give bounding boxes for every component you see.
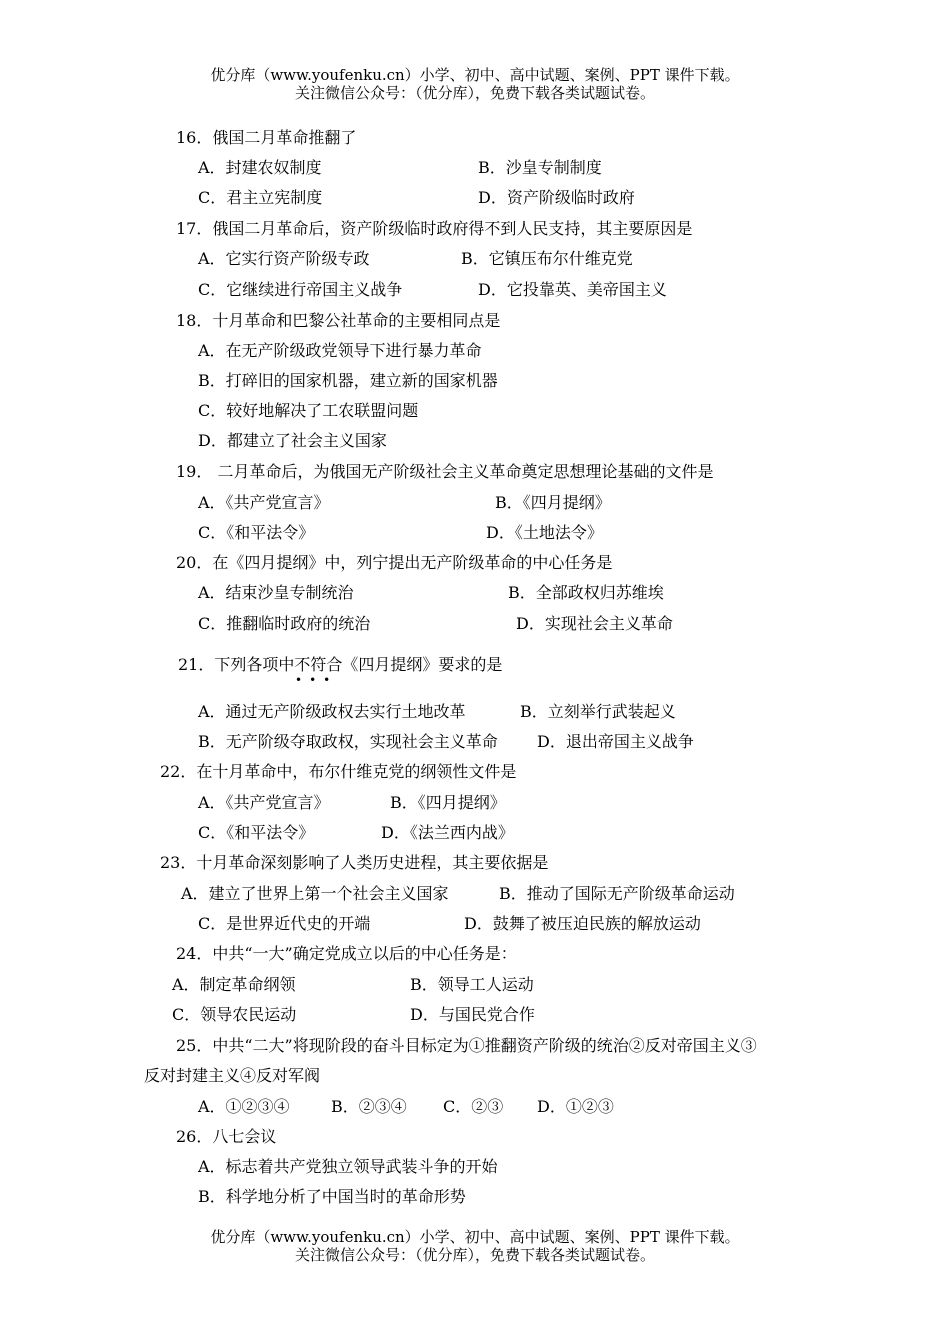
q18-option-b: B．打碎旧的国家机器，建立新的国家机器	[198, 371, 498, 390]
q17-stem: 17．俄国二月革命后，资产阶级临时政府得不到人民支持，其主要原因是	[176, 219, 693, 238]
q23-option-d: D．鼓舞了被压迫民族的解放运动	[464, 914, 701, 933]
q18-stem: 18．十月革命和巴黎公社革命的主要相同点是	[176, 311, 501, 330]
q16-option-a: A．封建农奴制度	[198, 158, 322, 177]
q23-stem: 23．十月革命深刻影响了人类历史进程，其主要依据是	[160, 853, 549, 872]
q24-option-a: A．制定革命纲领	[172, 975, 296, 994]
q16-option-d: D．资产阶级临时政府	[478, 188, 635, 207]
q21-option-a: A．通过无产阶级政权去实行土地改革	[198, 702, 466, 721]
q16-stem: 16．俄国二月革命推翻了	[176, 128, 357, 147]
q20-option-d: D．实现社会主义革命	[516, 614, 673, 633]
q23-option-c: C．是世界近代史的开端	[198, 914, 371, 933]
q25-stem-line-2: 反对封建主义④反对军阀	[144, 1066, 321, 1085]
q26-stem: 26．八七会议	[176, 1127, 277, 1146]
q17-option-b: B．它镇压布尔什维克党	[461, 249, 633, 268]
q17-option-d: D．它投靠英、美帝国主义	[478, 280, 667, 299]
header-line-1: 优分库（www.youfenku.cn）小学、初中、高中试题、案例、PPT 课件下载。	[210, 66, 740, 84]
q18-option-a: A．在无产阶级政党领导下进行暴力革命	[198, 341, 482, 360]
q21-stem: 21．下列各项中不符合《四月提纲》要求的是	[178, 655, 503, 674]
q20-option-b: B．全部政权归苏维埃	[508, 583, 664, 602]
q24-stem: 24．中共“一大”确定党成立以后的中心任务是：	[176, 944, 517, 963]
q22-option-b: B．《四月提纲》	[390, 793, 506, 812]
q22-option-a: A．《共产党宣言》	[198, 793, 330, 812]
q17-option-c: C．它继续进行帝国主义战争	[198, 280, 403, 299]
q17-option-a: A．它实行资产阶级专政	[198, 249, 370, 268]
q25-option-b: B．②③④	[331, 1097, 407, 1116]
q18-option-d: D．都建立了社会主义国家	[198, 431, 387, 450]
q16-option-c: C．君主立宪制度	[198, 188, 323, 207]
footer-line-1: 优分库（www.youfenku.cn）小学、初中、高中试题、案例、PPT 课件下载。	[210, 1228, 740, 1246]
q20-option-a: A．结束沙皇专制统治	[198, 583, 354, 602]
q19-option-b: B．《四月提纲》	[495, 493, 611, 512]
q25-option-c: C．②③	[443, 1097, 504, 1116]
q23-option-a: A．建立了世界上第一个社会主义国家	[181, 884, 449, 903]
q22-option-d: D．《法兰西内战》	[381, 823, 514, 842]
q23-option-b: B．推动了国际无产阶级革命运动	[499, 884, 735, 903]
q21-emphasis-dots: •••	[295, 673, 338, 687]
q22-option-c: C．《和平法令》	[198, 823, 315, 842]
footer-line-2: 关注微信公众号：（优分库），免费下载各类试题试卷。	[294, 1246, 655, 1264]
header-line-2: 关注微信公众号：（优分库），免费下载各类试题试卷。	[294, 84, 655, 102]
q19-option-d: D．《土地法令》	[486, 523, 603, 542]
q19-stem: 19． 二月革命后，为俄国无产阶级社会主义革命奠定思想理论基础的文件是	[176, 462, 714, 481]
q18-option-c: C．较好地解决了工农联盟问题	[198, 401, 419, 420]
q24-option-b: B．领导工人运动	[410, 975, 534, 994]
q22-stem: 22．在十月革命中，布尔什维克党的纲领性文件是	[160, 762, 517, 781]
q24-option-d: D．与国民党合作	[410, 1005, 535, 1024]
q25-option-a: A．①②③④	[198, 1097, 290, 1116]
q26-option-b: B．科学地分析了中国当时的革命形势	[198, 1187, 466, 1206]
q24-option-c: C．领导农民运动	[172, 1005, 297, 1024]
q25-option-d: D．①②③	[537, 1097, 614, 1116]
q20-stem: 20．在《四月提纲》中，列宁提出无产阶级革命的中心任务是	[176, 553, 613, 572]
q25-stem-line-1: 25．中共“二大”将现阶段的奋斗目标定为①推翻资产阶级的统治②反对帝国主义③	[176, 1036, 757, 1055]
q16-option-b: B．沙皇专制制度	[478, 158, 602, 177]
q21-option-b: B．立刻举行武装起义	[520, 702, 676, 721]
q21-option-d: D．退出帝国主义战争	[537, 732, 694, 751]
q20-option-c: C．推翻临时政府的统治	[198, 614, 371, 633]
page-header	[0, 66, 950, 102]
q26-option-a: A．标志着共产党独立领导武装斗争的开始	[198, 1157, 498, 1176]
q21-option-c: B．无产阶级夺取政权，实现社会主义革命	[198, 732, 498, 751]
q19-option-a: A．《共产党宣言》	[198, 493, 330, 512]
page-footer	[0, 1228, 950, 1264]
q19-option-c: C．《和平法令》	[198, 523, 315, 542]
